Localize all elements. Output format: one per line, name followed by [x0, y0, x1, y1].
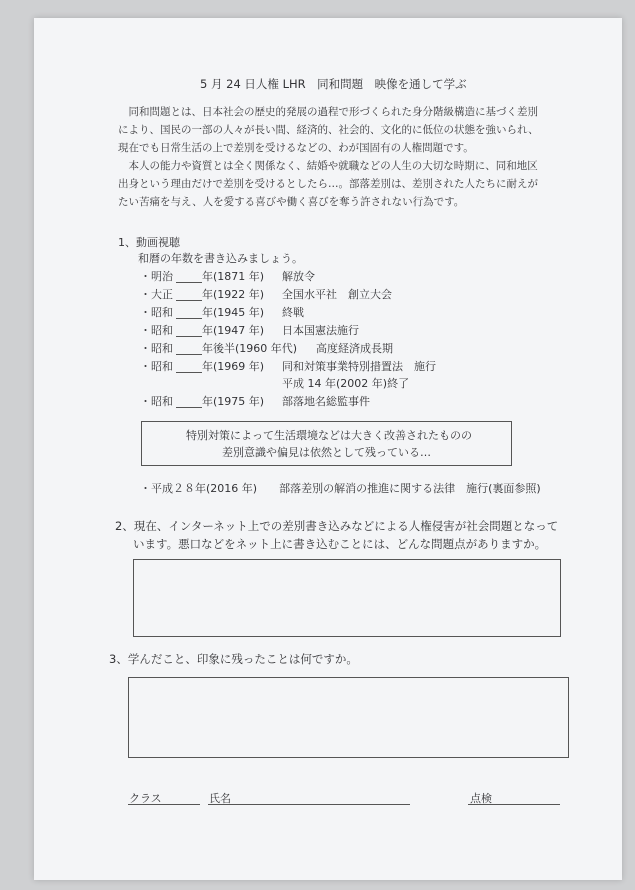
timeline-year: 年(1969 年) [202, 360, 265, 373]
timeline-era: ・昭和 [140, 360, 173, 373]
timeline-era: ・大正 [140, 288, 173, 301]
class-label: クラス [129, 792, 162, 805]
class-field[interactable] [128, 804, 200, 805]
q1-heading: 1、動画視聴 [118, 236, 180, 249]
timeline-event: 終戦 [282, 306, 304, 319]
q2-answer-box[interactable] [133, 559, 561, 637]
name-field[interactable] [208, 804, 410, 805]
timeline-era: ・昭和 [140, 306, 173, 319]
q2-question-line-2: います。悪口などをネット上に書き込むことには、どんな問題点がありますか。 [133, 537, 547, 551]
summary-line-1: 特別対策によって生活環境などは大きく改善されたものの [186, 429, 472, 442]
timeline-event: 全国水平社 創立大会 [282, 288, 392, 301]
name-label: 氏名 [209, 792, 231, 805]
timeline-event: 同和対策事業特別措置法 施行 [282, 360, 436, 373]
timeline-era: ・昭和 [140, 342, 173, 355]
year-blank-4[interactable] [176, 336, 202, 337]
q3-question: 3、学んだこと、印象に残ったことは何ですか。 [109, 652, 358, 666]
q1-instruction: 和暦の年数を書き込みましょう。 [138, 252, 303, 265]
year-blank-1[interactable] [176, 282, 202, 283]
intro-paragraph-1: 同和問題とは、日本社会の歴史的発展の過程で形づくられた身分階級構造に基づく差別により、国民の一部の人々が長い間、経済的、社会的、文化的に低位の状態を強いられ、現在でも日常生活の上で差別を受けるなどの、わが国固有の人権問題です。 [118, 106, 539, 154]
timeline-event: 高度経済成長期 [316, 342, 393, 355]
timeline-era: ・昭和 [140, 395, 173, 408]
q3-answer-box[interactable] [128, 677, 569, 758]
summary-line-2: 差別意識や偏見は依然として残っている… [222, 446, 431, 459]
check-label: 点検 [470, 792, 492, 805]
timeline-year: 年(1947 年) [202, 324, 265, 337]
q2-question-line-1: 2、現在、インターネット上での差別書き込みなどによる人権侵害が社会問題となって [115, 519, 559, 533]
timeline-event: 部落地名総監事件 [282, 395, 370, 408]
year-blank-7[interactable] [176, 407, 202, 408]
timeline-era: ・明治 [140, 270, 173, 283]
year-blank-3[interactable] [176, 318, 202, 319]
final-timeline-item: ・平成２８年(2016 年) 部落差別の解消の推進に関する法律 施行(裏面参照) [140, 482, 541, 495]
timeline-sub-note: 平成 14 年(2002 年)終了 [282, 377, 410, 390]
year-blank-6[interactable] [176, 372, 202, 373]
timeline-year: 年(1871 年) [202, 270, 265, 283]
timeline-era: ・昭和 [140, 324, 173, 337]
year-blank-5[interactable] [176, 354, 202, 355]
check-field[interactable] [468, 804, 560, 805]
year-blank-2[interactable] [176, 300, 202, 301]
page-title: 5 月 24 日人権 LHR 同和問題 映像を通して学ぶ [200, 77, 467, 91]
intro-paragraph-2: 本人の能力や資質とは全く関係なく、結婚や就職などの人生の大切な時期に、同和地区出身という理由だけで差別を受けるとしたら…。部落差別は、差別された人たちに耐えがたい苦痛を与え、人を愛する喜びや働く喜びを奪う許されない行為です。 [118, 160, 538, 208]
timeline-year: 年(1922 年) [202, 288, 265, 301]
timeline-year: 年(1945 年) [202, 306, 265, 319]
intro-text [118, 103, 540, 211]
timeline-event: 解放令 [282, 270, 315, 283]
timeline-year: 年(1975 年) [202, 395, 265, 408]
timeline-event: 日本国憲法施行 [282, 324, 359, 337]
timeline-year: 年後半(1960 年代) [202, 342, 298, 355]
